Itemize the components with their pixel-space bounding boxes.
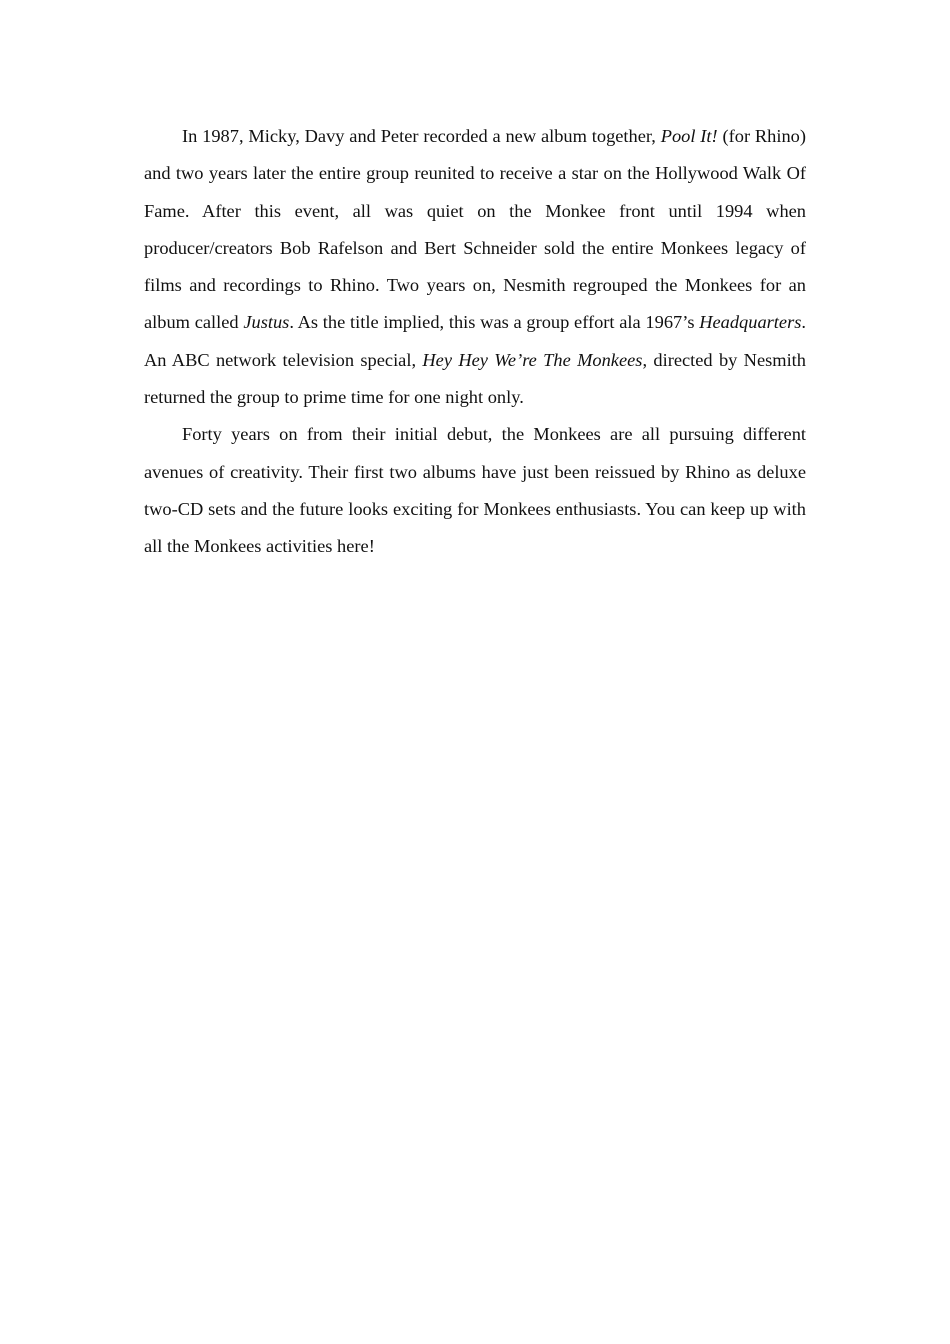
paragraph-1-text: , directed by Nesmith returned the group to prime time for one night only.	[144, 349, 806, 408]
album-title-justus: Justus	[243, 312, 290, 333]
paragraph-1-text: . An ABC network television special,	[144, 312, 806, 370]
body-text	[144, 118, 806, 566]
album-title-pool-it: Pool It!	[660, 126, 718, 146]
paragraph-1-text: In 1987, Micky, Davy and Peter recorded a new album together,	[182, 126, 661, 146]
paragraph-1-text: (for Rhino) and two years later the entire group reunited to receive a star on the Hollywood Walk Of Fame. After this event, all was quiet on the Monkee front until 1994 when producer/creators Bob Rafelson and Bert Schneider sold the entire Monkees legacy of films and recordings to Rhino. Two years on, Nesmith regrouped the Monkees for an album called	[144, 126, 806, 333]
paragraph-1	[144, 118, 806, 416]
paragraph-2-text: Forty years on from their initial debut, the Monkees are all pursuing different avenues of creativity. Their first two albums have just been reissued by Rhino as deluxe two-CD sets and the future looks exciting for Monkees enthusiasts. You can keep up with all the Monkees activities here!	[144, 424, 806, 557]
album-title-headquarters: Headquarters	[699, 312, 802, 333]
special-title-hey-hey: Hey Hey We’re The Monkees	[422, 349, 643, 370]
paragraph-1-text: . As the title implied, this was a group effort ala 1967’s	[289, 312, 700, 333]
paragraph-2	[144, 416, 806, 565]
